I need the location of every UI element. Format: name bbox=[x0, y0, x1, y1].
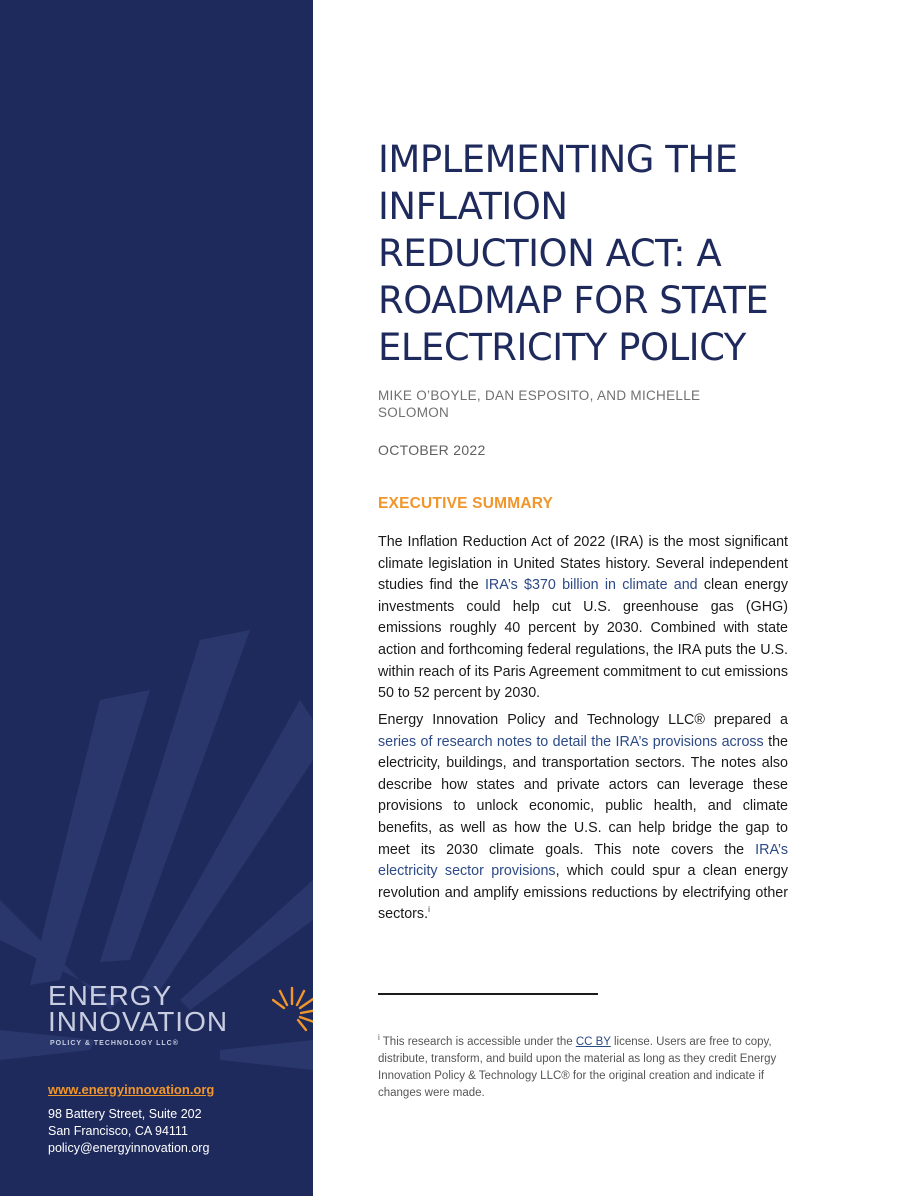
authors-line: MIKE O’BOYLE, DAN ESPOSITO, AND MICHELLE SOLOMON bbox=[378, 388, 701, 420]
footnote-divider bbox=[378, 993, 598, 995]
address-line-street: 98 Battery Street, Suite 202 bbox=[48, 1107, 202, 1121]
title-line: REDUCTION ACT: A bbox=[378, 232, 722, 275]
footnote-text: This research is accessible under the bbox=[379, 1036, 576, 1048]
paragraph-text: the electricity, buildings, and transportation sectors. The notes also describe how states and private actors can leverage these provisions to unlock economic, public health, and climate benefits, as well as how the U.S. can help bridge the gap to meet its 2030 climate goals. This note covers the bbox=[378, 733, 788, 858]
logo-text-innovation: INNOVATION bbox=[48, 1006, 229, 1037]
electricity-provisions-link[interactable]: IRA’s electricity sector provisions bbox=[378, 841, 788, 880]
paragraph-text: clean energy investments could help cut U.S. greenhouse gas (GHG) emissions roughly 40 percent by 2030. Combined with state action and forthcoming federal regulations, the IRA puts the U.S. within reach of its Paris Agreement commitment to cut emissions 50 to 52 percent by 2030. bbox=[378, 577, 788, 702]
sidebar-panel bbox=[0, 0, 313, 1196]
footnote-text: license. Users are free to copy, distribute, transform, and build upon the material as long as they credit Energy Innovation Policy & Technology LLC® for the original creation and indicate if changes were made. bbox=[378, 1036, 777, 1099]
website-link[interactable]: www.energyinnovation.org bbox=[48, 1082, 215, 1097]
title-line: ROADMAP FOR STATE bbox=[378, 279, 769, 322]
sunburst-icon bbox=[260, 980, 313, 1044]
summary-paragraph-2 bbox=[378, 710, 788, 926]
cc-by-link[interactable]: CC BY bbox=[575, 1036, 611, 1048]
research-notes-link[interactable]: series of research notes to detail the IRA’s provisions across bbox=[378, 733, 764, 750]
energy-innovation-logo bbox=[48, 980, 298, 1060]
publication-date: OCTOBER 2022 bbox=[378, 442, 486, 458]
logo-text-energy: ENERGY bbox=[48, 980, 173, 1011]
ira-investments-link[interactable]: IRA’s $370 billion in climate and bbox=[484, 577, 698, 594]
section-heading: EXECUTIVE SUMMARY bbox=[378, 495, 554, 512]
document-title bbox=[378, 136, 798, 371]
paragraph-text: Energy Innovation Policy and Technology LLC® prepared a bbox=[378, 712, 788, 728]
logo-subtitle: POLICY & TECHNOLOGY LLC® bbox=[50, 1040, 179, 1047]
paragraph-text: The Inflation Reduction Act of 2022 (IRA) is the most significant climate legislation in United States history. Several independent studies find the bbox=[378, 534, 788, 594]
address-line-city: San Francisco, CA 94111 bbox=[48, 1124, 188, 1138]
title-line: IMPLEMENTING THE bbox=[378, 138, 738, 181]
address-block bbox=[48, 1106, 209, 1157]
paragraph-text: , which could spur a clean energy revolution and amplify emissions reductions by electrifying other sectors. bbox=[378, 863, 788, 923]
contact-email[interactable]: policy@energyinnovation.org bbox=[48, 1141, 210, 1155]
footnote-reference[interactable]: i bbox=[428, 905, 430, 915]
summary-paragraph-1 bbox=[378, 532, 788, 705]
footnote bbox=[378, 1034, 798, 1102]
title-line: ELECTRICITY POLICY bbox=[378, 326, 746, 369]
title-line: INFLATION bbox=[378, 185, 568, 228]
footnote-marker: i bbox=[378, 1033, 380, 1043]
